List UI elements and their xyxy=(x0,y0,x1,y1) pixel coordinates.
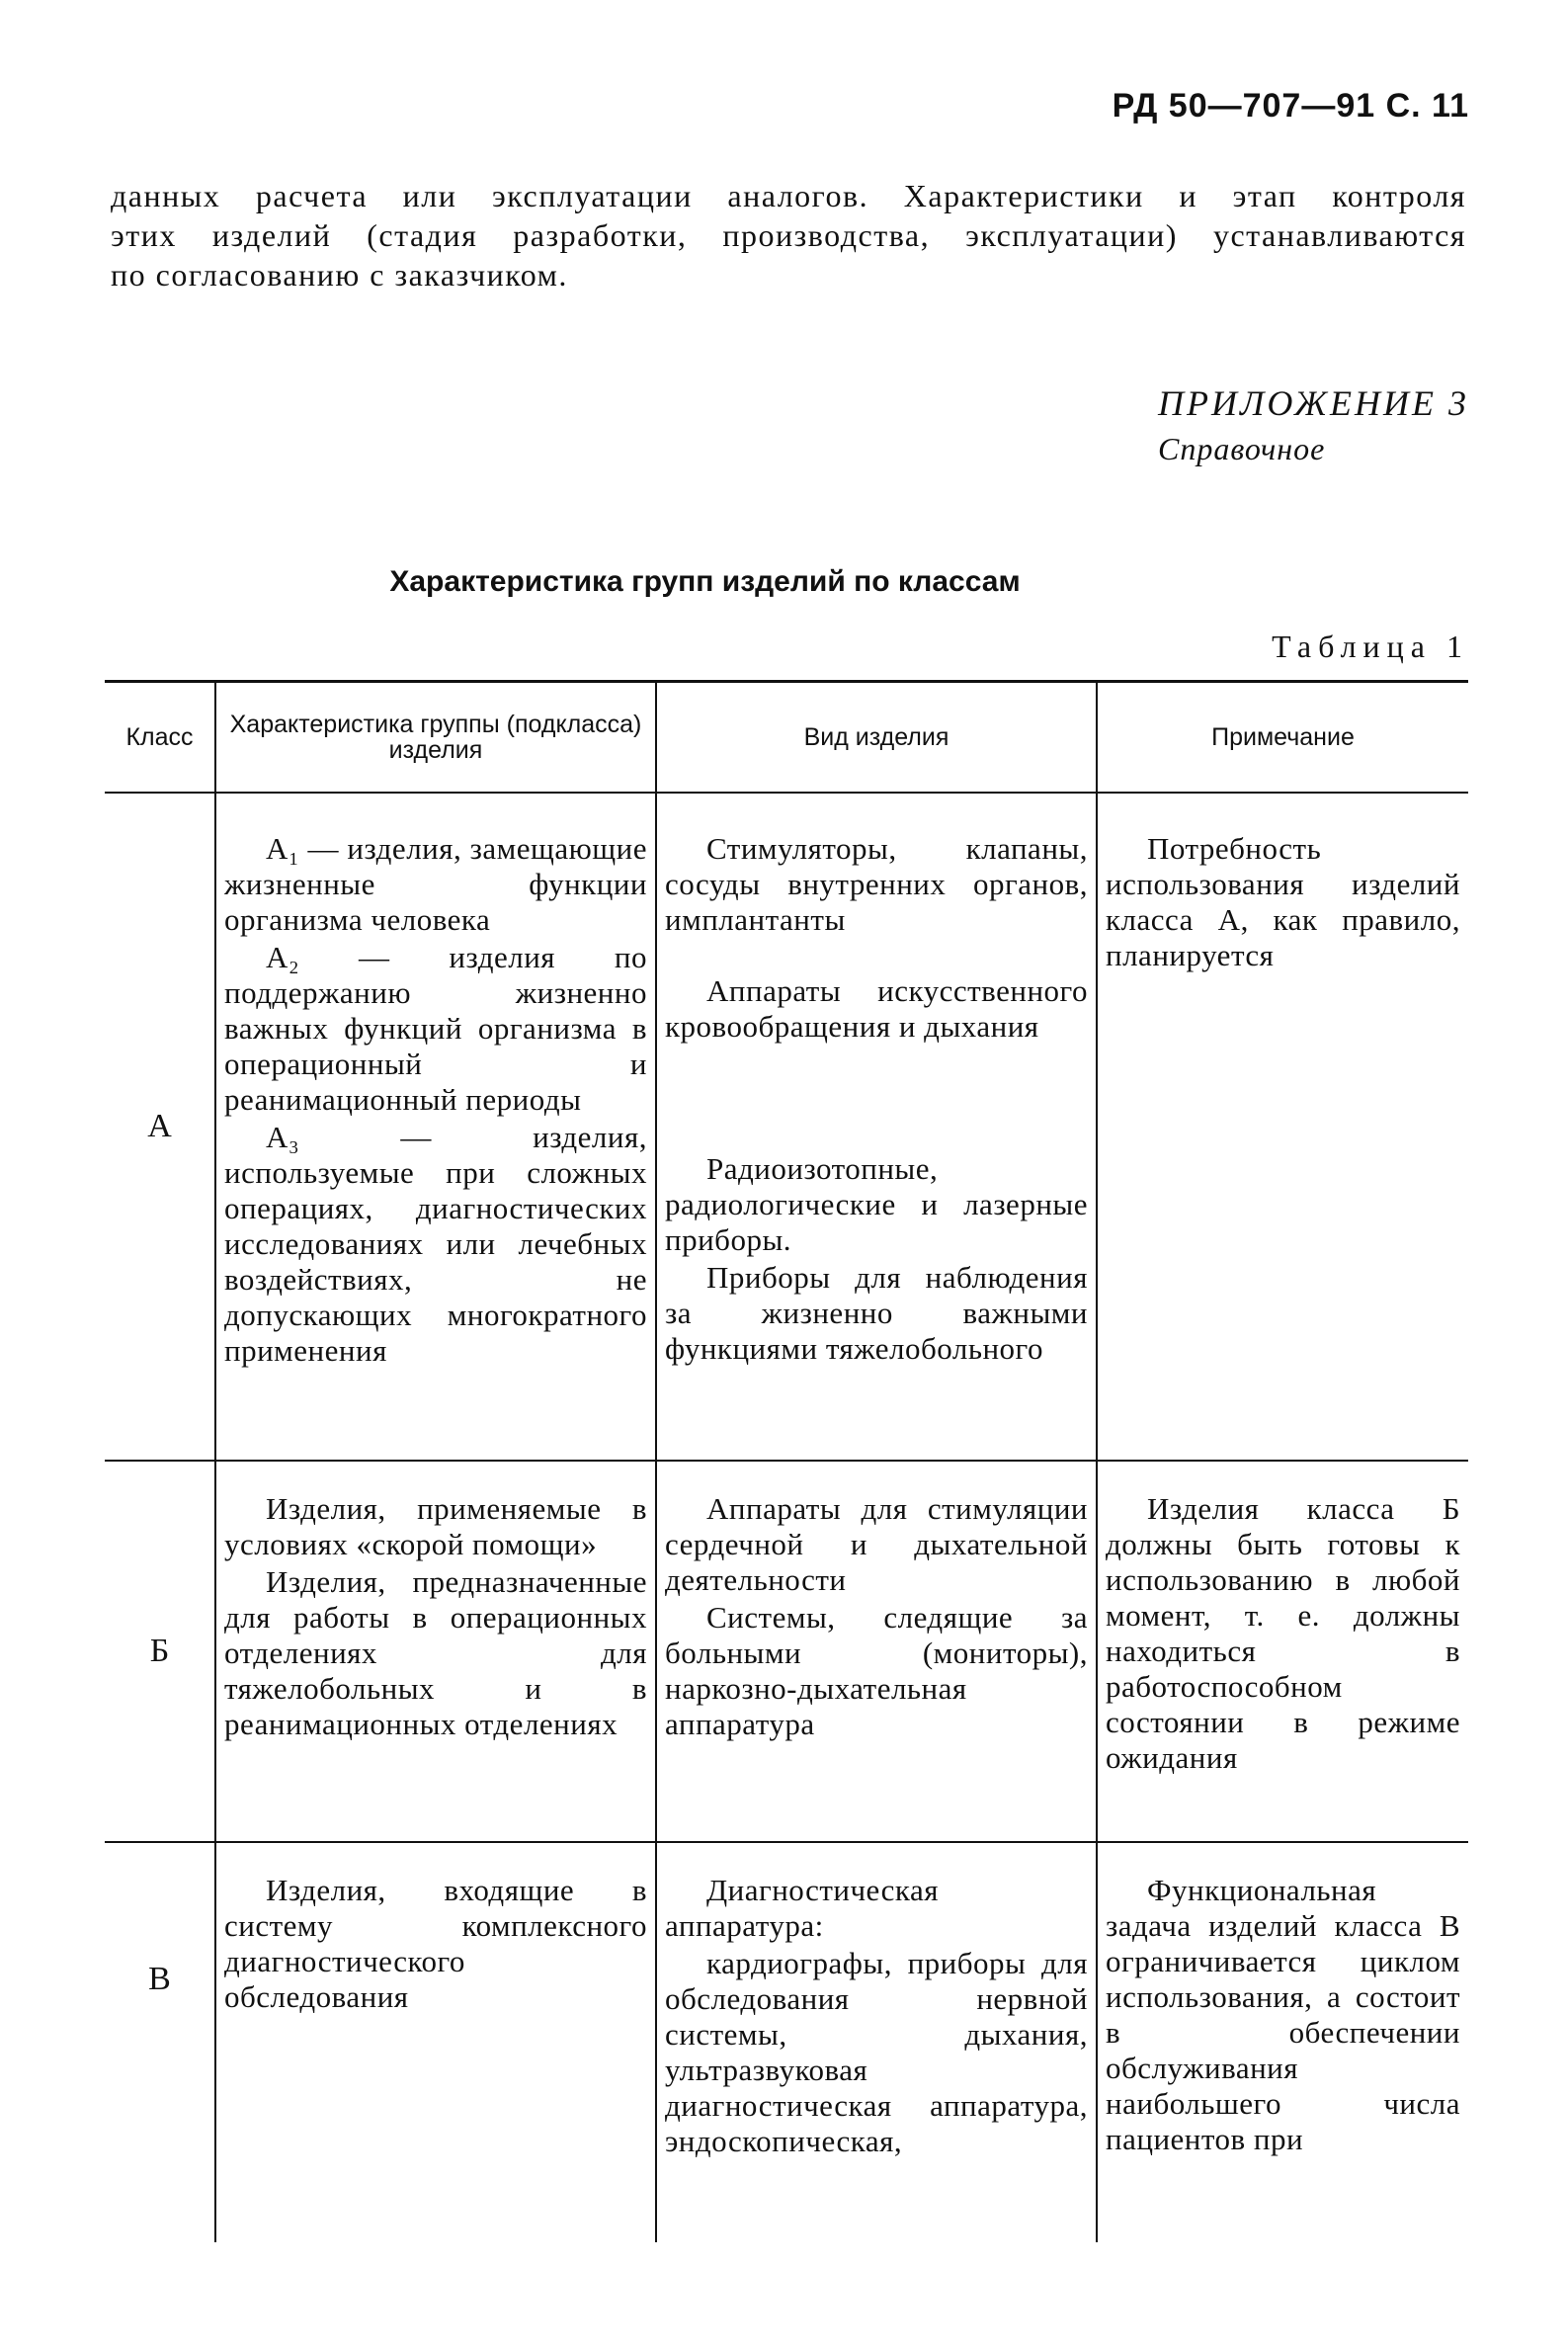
appendix-subtitle: Справочное xyxy=(1158,431,1326,466)
kind-text: Аппараты искусственного кровообращения и дыхания xyxy=(665,973,1088,1044)
group-cell xyxy=(215,1842,656,2242)
kind-cell xyxy=(656,1461,1097,1842)
kind-text: Приборы для наблюдения за жизненно важными функциями тяжелобольного xyxy=(665,1260,1088,1366)
note-cell xyxy=(1097,793,1468,1461)
intro-paragraph xyxy=(111,176,1466,294)
class-cell: В xyxy=(148,1961,171,1997)
class-cell: Б xyxy=(105,1461,215,1842)
appendix-heading xyxy=(1158,379,1469,470)
kind-text: Радиоизотопные, радиологические и лазерные приборы. xyxy=(665,1151,1088,1257)
kind-cell xyxy=(656,1842,1097,2242)
table-label: Таблица 1 xyxy=(1272,629,1469,664)
intro-line: этих изделий (стадия разработки, производства, эксплуатации) устанавливаются xyxy=(111,217,1466,253)
classes-table xyxy=(105,680,1468,2242)
kind-text: Аппараты для стимуляции сердечной и дыхательной деятельности xyxy=(665,1491,1088,1597)
intro-line: данных расчета или эксплуатации аналогов. Характеристики и этап контроля xyxy=(111,178,1466,213)
header-note: Примечание xyxy=(1097,682,1468,794)
header-group: Характеристика группы (подкласса) изделия xyxy=(215,682,656,794)
note-text: Изделия класса Б должны быть готовы к использованию в любой момент, т. е. должны находиться в работоспособном состоянии в режиме ожидания xyxy=(1106,1491,1460,1775)
group-text: А₂ — изделия по поддержанию жизненно важных функций организма в операционный и реанимационный периоды xyxy=(224,940,647,1117)
table-row xyxy=(105,1461,1468,1842)
group-text: Изделия, применяемые в условиях «скорой помощи» xyxy=(224,1491,647,1561)
classes-table-container xyxy=(105,680,1468,2242)
group-text: Изделия, предназначенные для работы в операционных отделениях для тяжелобольных и в реанимационных отделениях xyxy=(224,1564,647,1741)
note-text: Функциональная задача изделий класса В ограничивается циклом использования, а состоит в обеспечении обслуживания наибольшего числа пациентов при xyxy=(1106,1873,1460,2156)
kind-text: Диагностическая аппаратура: xyxy=(665,1873,939,1943)
page-header-code: РД 50—707—91 С. 11 xyxy=(1112,87,1469,125)
kind-cell xyxy=(656,793,1097,1461)
header-kind: Вид изделия xyxy=(656,682,1097,794)
note-text: Потребность использования изделий класса А, как правило, планируется xyxy=(1106,831,1460,972)
note-cell xyxy=(1097,1461,1468,1842)
header-class: Класс xyxy=(105,682,215,794)
kind-text: Стимуляторы, клапаны, сосуды внутренних органов, имплантанты xyxy=(665,831,1088,937)
intro-line: по согласованию с заказчиком. xyxy=(111,257,568,293)
table-row xyxy=(105,793,1468,1461)
appendix-title: ПРИЛОЖЕНИЕ 3 xyxy=(1158,383,1469,423)
group-cell xyxy=(215,1461,656,1842)
note-cell xyxy=(1097,1842,1468,2242)
table-title: Характеристика групп изделий по классам xyxy=(389,565,1021,598)
kind-text: кардиографы, приборы для обследования нервной системы, дыхания, ультразвуковая диагностическая аппаратура, эндоскопическая, xyxy=(665,1946,1088,2158)
kind-text: Системы, следящие за больными (мониторы), наркозно-дыхательная аппаратура xyxy=(665,1600,1088,1741)
group-text: А₁ — изделия, замещающие жизненные функции организма человека xyxy=(224,831,647,937)
group-text: А₃ — изделия, используемые при сложных операциях, диагностических исследованиях или лечебных воздействиях, не допускающих многократного применения xyxy=(224,1120,647,1368)
group-text: Изделия, входящие в систему комплексного диагностического обследования xyxy=(224,1873,647,2014)
class-cell: А xyxy=(105,793,215,1461)
table-header-row xyxy=(105,682,1468,794)
table-row xyxy=(105,1842,1468,2242)
group-cell xyxy=(215,793,656,1461)
